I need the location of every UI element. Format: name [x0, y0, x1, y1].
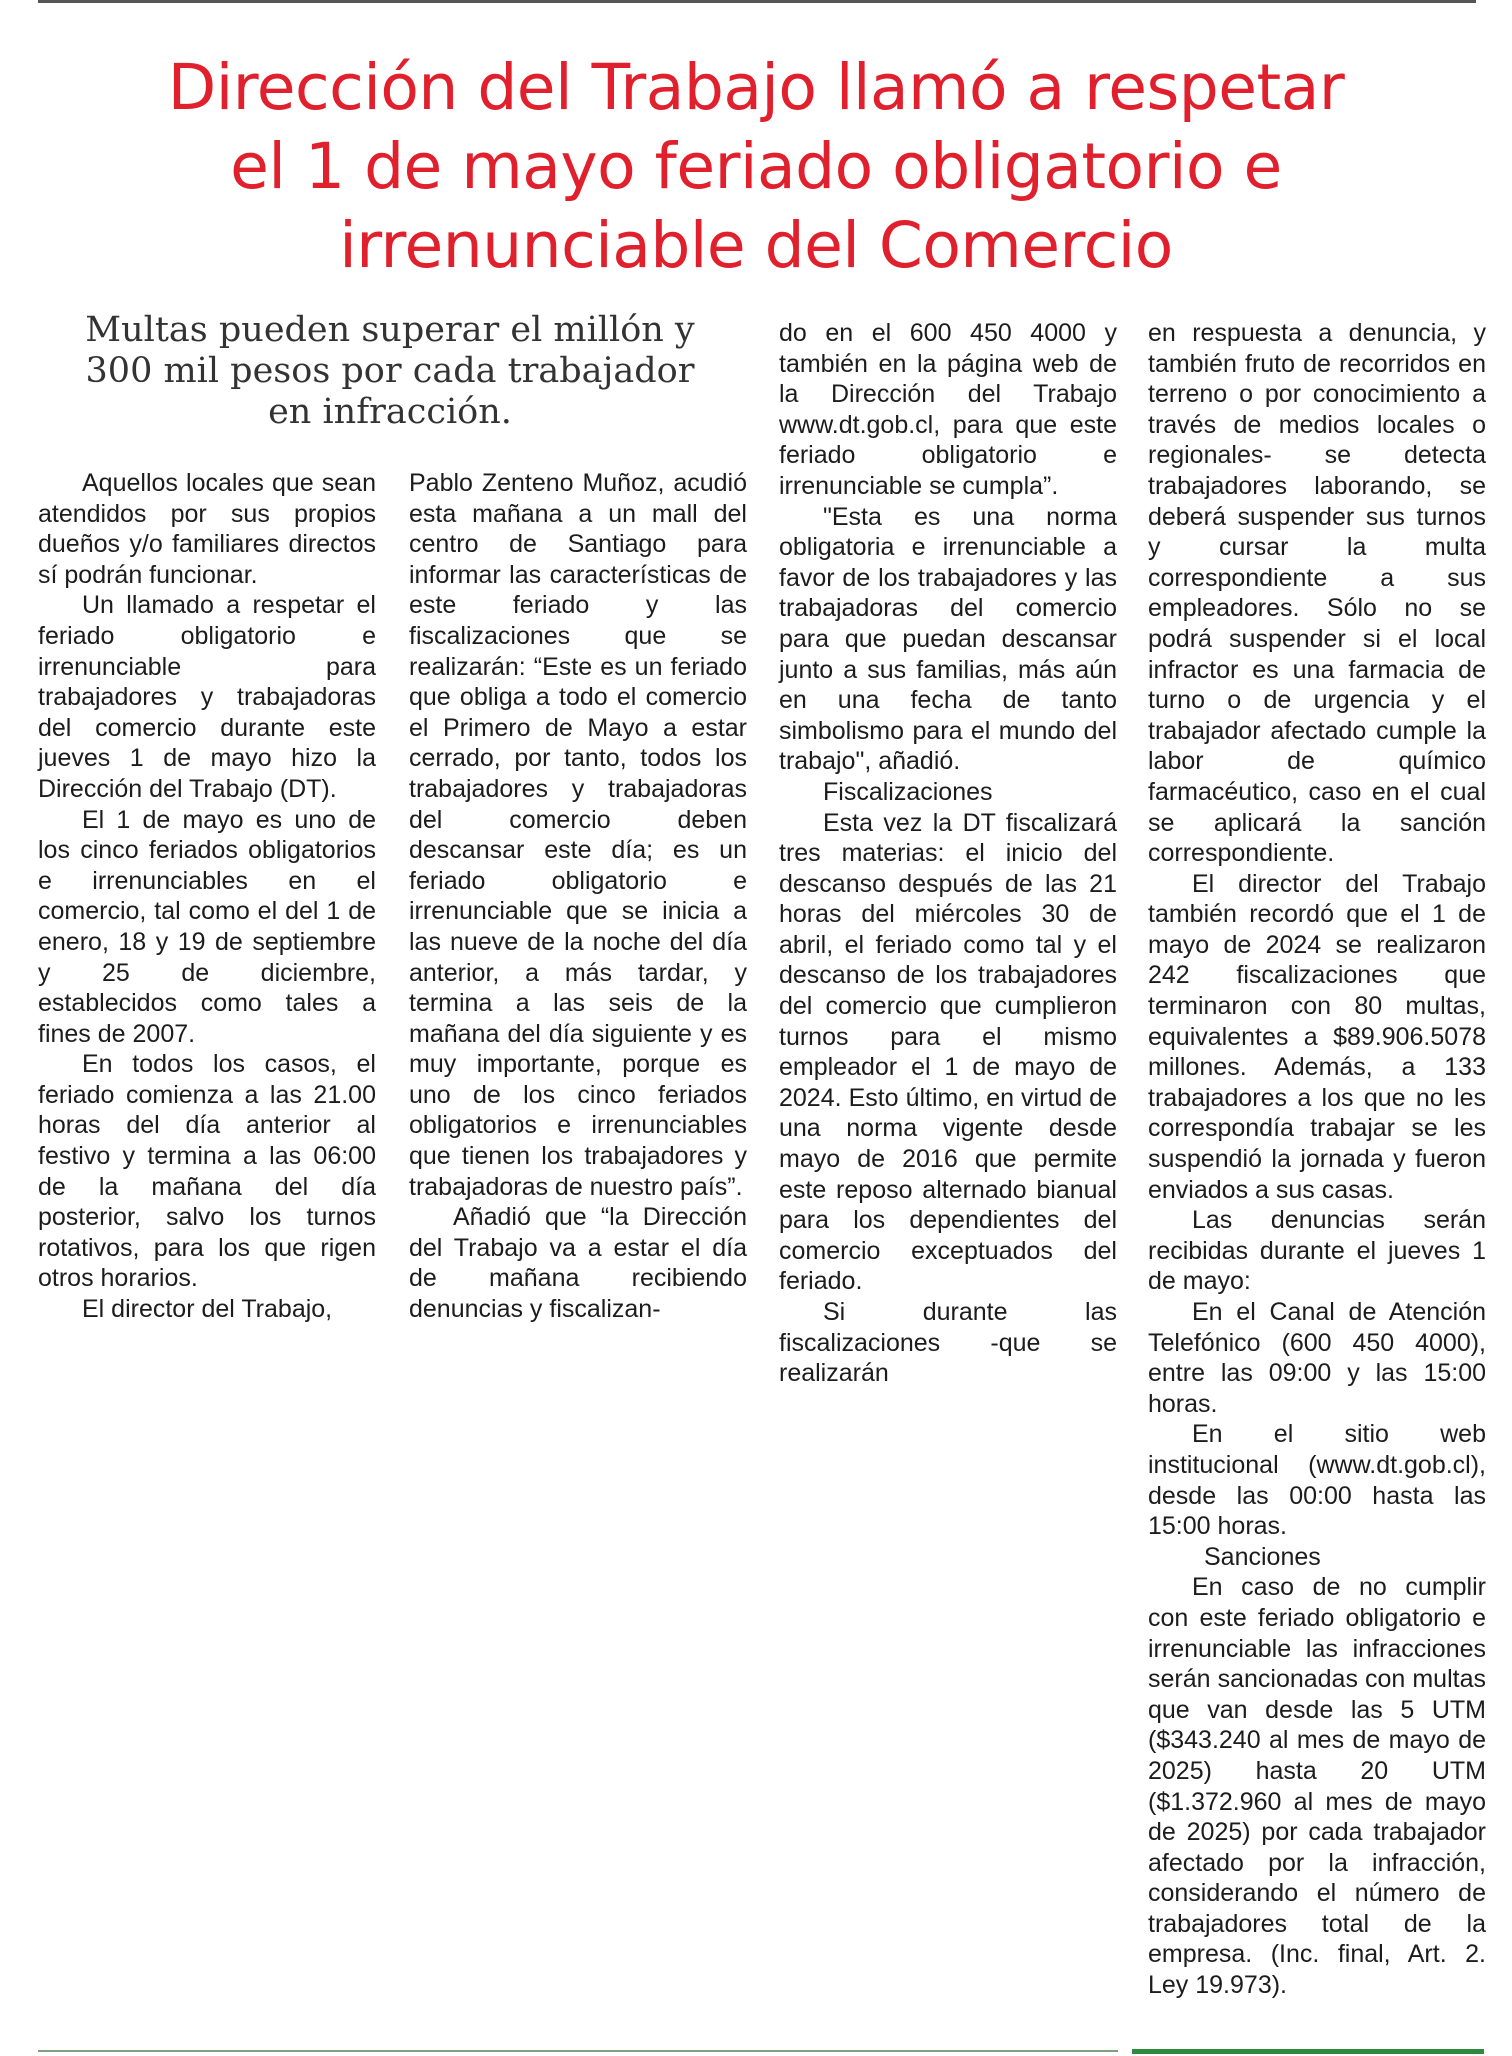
headline-line: el 1 de mayo feriado obligatorio e: [230, 130, 1282, 203]
paragraph: En el Canal de Atención Telefónico (600 450 4000), entre las 09:00 y las 15:00 horas.: [1148, 1298, 1486, 1418]
subheadline-line: Multas pueden superar el millón y: [85, 310, 695, 350]
headline-line: Dirección del Trabajo llamó a respetar: [167, 51, 1345, 124]
paragraph: El director del Trabajo también recordó que el 1 de mayo de 2024 se realizaron 242 fiscalizaciones que terminaron con 80 multas, equivalentes a $89.906.5078 millones. Además, a 133 trabajadores a los que no les correspondía trabajar se les suspendió la jornada y fueron enviados a sus casas.: [1148, 869, 1486, 1204]
headline: [20, 48, 1492, 285]
bottom-accent-bar: [1132, 2049, 1484, 2054]
article-column-3: [779, 318, 1117, 1389]
subheadline-line: 300 mil pesos por cada trabajador: [85, 351, 695, 391]
paragraph: do en el 600 450 4000 y también en la página web de la Dirección del Trabajo www.dt.gob.cl, para que este feriado obligatorio e irrenunciable se cumpla”.: [779, 319, 1117, 500]
paragraph: Aquellos locales que sean atendidos por sus propios dueños y/o familiares directos sí podrán funcionar.: [38, 469, 376, 589]
paragraph: Añadió que “la Dirección del Trabajo va a estar el día de mañana recibiendo denuncias y fiscalizan-: [409, 1203, 747, 1324]
paragraph: Las denuncias serán recibidas durante el jueves 1 de mayo:: [1148, 1206, 1486, 1296]
article-column-1: [38, 468, 376, 1325]
paragraph: En caso de no cumplir con este feriado obligatorio e irrenunciable las infracciones serán sancionadas con multas que van desde las 5 UTM ($343.240 al mes de mayo de 2025) hasta 20 UTM ($1.372.960 al mes de mayo de 2025) por cada trabajador afectado por la infracción, considerando el número de trabajadores total de la empresa. (Inc. final, Art. 2. Ley 19.973).: [1148, 1573, 1486, 2000]
paragraph: en respuesta a denuncia, y también fruto de recorridos en terreno o por conocimiento a través de medios locales o regionales- se detecta trabajadores laborando, se deberá suspender sus turnos y cursar la multa correspondiente a sus empleadores. Sólo no se podrá suspender si el local infractor es una farmacia de turno o de urgencia y el trabajador afectado cumple la labor de químico farmacéutico, caso en el cual se aplicará la sanción correspondiente.: [1148, 319, 1486, 868]
article-column-4: [1148, 318, 1486, 2001]
paragraph: Pablo Zenteno Muñoz, acudió esta mañana a un mall del centro de Santiago para informar las características de este feriado y las fiscalizaciones que se realizarán: “Este es un feriado que obliga a todo el comercio el Primero de Mayo a estar cerrado, por tanto, todos los trabajadores y trabajadoras del comercio deben descansar este día; es un feriado obligatorio e irrenunciable que se inicia a las nueve de la noche del día anterior, a más tardar, y termina a las seis de la mañana del día siguiente y es muy importante, porque es uno de los cinco feriados obligatorios e irrenunciables que tienen los trabajadores y trabajadoras de nuestro país”.: [409, 469, 747, 1201]
paragraph: En el sitio web institucional (www.dt.gob.cl), desde las 00:00 hasta las 15:00 horas.: [1148, 1420, 1486, 1541]
subheadline: [40, 310, 740, 433]
article-column-2: [409, 468, 747, 1325]
section-heading-sanciones: Sanciones: [1204, 1542, 1321, 1571]
paragraph: "Esta es una norma obligatoria e irrenunciable a favor de los trabajadores y las trabajadoras del comercio para que puedan descansar junto a sus familias, más aún en una fecha de tanto simbolismo para el mundo del trabajo", añadió.: [779, 502, 1117, 776]
headline-line: irrenunciable del Comercio: [339, 209, 1173, 282]
paragraph: El 1 de mayo es uno de los cinco feriados obligatorios e irrenunciables en el comercio, tal como el del 1 de enero, 18 y 19 de septiembre y 25 de diciembre, establecidos como tales a fines de 2007.: [38, 805, 376, 1048]
section-heading-fiscalizaciones: Fiscalizaciones: [823, 777, 993, 806]
paragraph: Esta vez la DT fiscalizará tres materias: el inicio del descanso después de las 21 horas del miércoles 30 de abril, el feriado como tal y el descanso de los trabajadores del comercio que cumplieron turnos para el mismo empleador el 1 de mayo de 2024. Esto último, en virtud de una norma vigente desde mayo de 2016 que permite este reposo alternado bianual para los dependientes del comercio exceptuados del feriado.: [779, 808, 1117, 1296]
top-rule: [38, 0, 1476, 3]
paragraph: Un llamado a respetar el feriado obligatorio e irrenunciable para trabajadores y trabajadoras del comercio durante este jueves 1 de mayo hizo la Dirección del Trabajo (DT).: [38, 591, 376, 803]
paragraph: Si durante las fiscalizaciones -que se realizarán: [779, 1298, 1117, 1388]
bottom-rule: [38, 2050, 1118, 2052]
subheadline-line: en infracción.: [268, 392, 512, 432]
paragraph: El director del Trabajo,: [82, 1295, 333, 1324]
paragraph: En todos los casos, el feriado comienza a las 21.00 horas del día anterior al festivo y termina a las 06:00 de la mañana del día posterior, salvo los turnos rotativos, para los que rigen otros horarios.: [38, 1050, 376, 1293]
